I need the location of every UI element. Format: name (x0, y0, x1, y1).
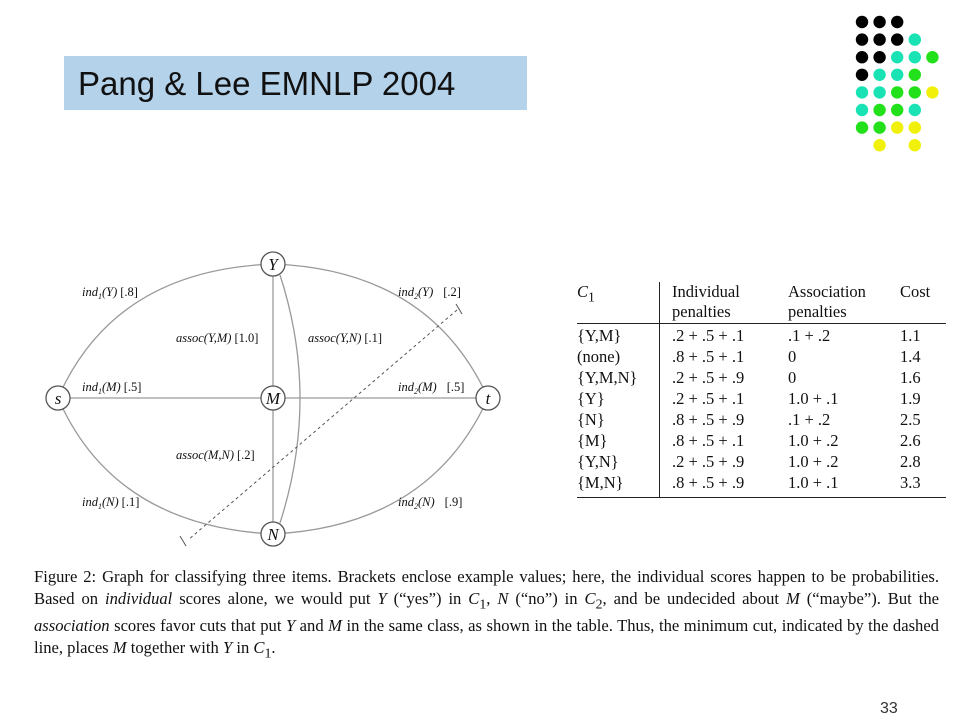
decorative-dot (909, 121, 921, 133)
decorative-dot (856, 104, 868, 116)
decorative-dot (909, 69, 921, 81)
title-box (64, 56, 527, 110)
label-ind1-N: ind$_1$(N) [.1] (82, 495, 140, 511)
node-s-label: s (54, 389, 62, 408)
decorative-dot (926, 86, 938, 98)
decorative-dot (891, 69, 903, 81)
edge-N-t (273, 398, 488, 534)
decorative-dot (873, 121, 885, 133)
label-assoc-YN: assoc(Y,N) [.1] (308, 331, 383, 345)
decorative-dot (909, 51, 921, 63)
cell-cost: 1.6 (900, 367, 921, 387)
caption-math-sub: 2 (595, 596, 603, 612)
cell-individual: .2 + .5 + .9 (660, 452, 789, 473)
label-ind1-M: ind$_1$(M) [.5] (82, 380, 142, 396)
header-cost: Cost (900, 282, 931, 301)
cell-individual: .2 + .5 + .9 (660, 368, 789, 389)
caption-text: in (232, 638, 254, 658)
cell-association: .1 + .2 (788, 409, 831, 429)
caption-label: Figure 2: (34, 567, 97, 586)
figure-caption (34, 566, 939, 665)
decorative-dot (873, 69, 885, 81)
caption-math-sub: 1 (479, 596, 487, 612)
table-row (577, 323, 946, 347)
caption-math: Y (222, 638, 233, 658)
decorative-dot (909, 139, 921, 151)
table-row (577, 347, 946, 368)
decorative-dot (856, 121, 868, 133)
caption-emphasis: individual (105, 589, 173, 608)
label-assoc-MN: assoc(M,N) [.2] (176, 448, 255, 462)
decorative-dot (873, 139, 885, 151)
cell-association: 1.0 + .2 (788, 451, 839, 471)
decorative-dot (856, 16, 868, 28)
decorative-dot (909, 104, 921, 116)
decorative-dot (891, 121, 903, 133)
table-row (577, 410, 946, 431)
caption-math-sub: 1 (264, 645, 272, 661)
decorative-dot (909, 86, 921, 98)
decorative-dot (873, 33, 885, 45)
caption-text: together with (126, 638, 223, 658)
decorative-dot (873, 104, 885, 116)
table-row (577, 452, 946, 473)
caption-text: , (486, 589, 498, 608)
cut-tick-bottom (180, 536, 186, 546)
cell-cost: 2.6 (900, 430, 921, 450)
cell-set: {Y} (577, 388, 605, 408)
edge-s-N (58, 398, 273, 534)
caption-text: in the same class, as shown in the table. Thus, the minimum cut, indicated by the dashed line, places (34, 616, 939, 658)
caption-text: (“maybe”). But the (799, 589, 939, 608)
node-M-label: M (265, 389, 281, 408)
caption-math: N (497, 589, 509, 608)
caption-math: C (584, 589, 596, 608)
node-N-label: N (267, 525, 279, 544)
caption-text: and (295, 616, 329, 636)
decorative-dot (873, 51, 885, 63)
decorative-dot (891, 51, 903, 63)
caption-math: M (328, 616, 342, 636)
caption-text: , and be undecided about (602, 589, 786, 608)
cell-individual: .8 + .5 + .9 (660, 473, 789, 498)
cell-association: 0 (788, 346, 797, 366)
decorative-dot (891, 16, 903, 28)
decorative-dot (891, 86, 903, 98)
cell-cost: 1.1 (900, 323, 946, 347)
caption-text: Graph for classifying three items. Brackets enclose example values; here, the individual scores happen to be probabilities. Based on (34, 567, 939, 608)
caption-math: C (253, 638, 265, 658)
cell-association: 1.0 + .1 (788, 388, 839, 408)
caption-text: (“yes”) in (386, 589, 469, 608)
slide-title: Pang & Lee EMNLP 2004 (78, 65, 456, 102)
cell-set: {Y,M,N} (577, 367, 638, 387)
cell-set: {Y,N} (577, 451, 619, 471)
cell-association: 1.0 + .2 (788, 430, 839, 450)
cell-individual: .2 + .5 + .1 (660, 323, 789, 347)
caption-text: scores favor cuts that put (109, 616, 286, 636)
table-row (577, 473, 946, 498)
label-ind2-M: ind$_2$(M) [.5] (398, 380, 465, 396)
cell-cost: 1.9 (900, 388, 921, 408)
cell-cost: 1.4 (900, 346, 921, 366)
cell-individual: .8 + .5 + .1 (660, 431, 789, 452)
node-t-label: t (485, 389, 491, 408)
decorative-dot (856, 33, 868, 45)
cell-set: {N} (577, 409, 605, 429)
table-row (577, 431, 946, 452)
cell-association: 1.0 + .1 (788, 473, 900, 498)
decorative-dot (891, 104, 903, 116)
decorative-dot (856, 86, 868, 98)
cell-individual: .2 + .5 + .1 (660, 389, 789, 410)
caption-text: scores alone, we would put (172, 589, 378, 608)
caption-math: Y (285, 616, 296, 636)
header-individual: Individual penalties (660, 282, 789, 323)
cell-cost: 3.3 (900, 473, 946, 498)
label-ind2-N: ind$_2$(N) [.9] (398, 495, 463, 511)
label-ind1-Y: ind$_1$(Y) [.8] (82, 285, 138, 301)
caption-math: M (785, 589, 800, 608)
caption-text: (“no”) in (508, 589, 585, 608)
caption-math: M (112, 638, 127, 658)
cell-individual: .8 + .5 + .9 (660, 410, 789, 431)
cell-association: 0 (788, 367, 797, 387)
caption-emphasis: association (34, 616, 110, 636)
min-cut-graph (30, 240, 550, 560)
cell-association: .1 + .2 (788, 323, 900, 347)
label-ind2-Y: ind$_2$(Y) [.2] (398, 285, 461, 301)
penalties-table (577, 282, 947, 498)
label-assoc-YM: assoc(Y,M) [1.0] (176, 331, 259, 345)
decorative-dot (873, 16, 885, 28)
decorative-dot (926, 51, 938, 63)
cell-cost: 2.5 (900, 409, 921, 429)
header-association: Association penalties (788, 282, 866, 321)
page-number: 33 (880, 700, 898, 717)
table-row (577, 368, 946, 389)
decorative-dot (909, 33, 921, 45)
cell-set: (none) (577, 346, 621, 366)
cell-individual: .8 + .5 + .1 (660, 347, 789, 368)
node-Y-label: Y (268, 255, 278, 274)
decorative-dot (856, 51, 868, 63)
caption-math: C (468, 589, 480, 608)
cut-tick-top (456, 304, 462, 314)
header-c1: $C_1$ (577, 282, 595, 305)
table-row (577, 389, 946, 410)
cell-set: {M,N} (577, 473, 660, 498)
caption-text: . (271, 638, 276, 658)
decorative-dot (856, 69, 868, 81)
cell-set: {Y,M} (577, 323, 660, 347)
caption-math: Y (377, 589, 387, 608)
cell-cost: 2.8 (900, 451, 921, 471)
cell-set: {M} (577, 430, 608, 450)
decorative-dot (873, 86, 885, 98)
decorative-dot (891, 33, 903, 45)
